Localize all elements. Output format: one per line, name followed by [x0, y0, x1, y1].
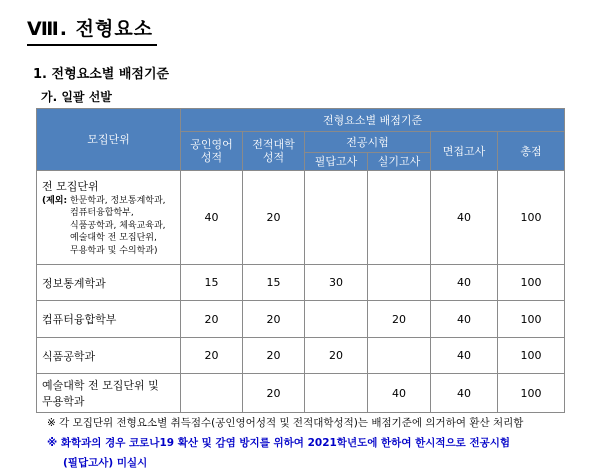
english-score	[181, 374, 243, 413]
records-score: 15	[243, 265, 305, 301]
unit-name-line1: 예술대학 전 모집단위 및	[42, 379, 159, 392]
written-score	[305, 374, 368, 413]
header-english-line2: 성적	[200, 151, 223, 164]
subsection-title: 1. 전형요소별 배점기준	[33, 67, 170, 82]
header-practical: 실기고사	[368, 153, 431, 171]
interview-score: 40	[431, 338, 498, 374]
section-title: Ⅷ. 전형요소	[27, 18, 154, 40]
unit-cell	[37, 374, 181, 413]
total-score: 100	[498, 265, 565, 301]
unit-name-line2: 무용학과	[42, 395, 85, 408]
table-row	[37, 374, 565, 413]
table-row	[37, 338, 565, 374]
unit-name: 컴퓨터융합학부	[37, 301, 181, 338]
exclusion-label: (제외:	[42, 195, 68, 206]
header-group: 전형요소별 배점기준	[181, 109, 565, 132]
total-score: 100	[498, 301, 565, 338]
written-score	[305, 171, 368, 265]
unit-name: 정보통계학과	[37, 265, 181, 301]
written-score: 20	[305, 338, 368, 374]
interview-score: 40	[431, 374, 498, 413]
header-records-line2: 성적	[262, 151, 285, 164]
exclusion-line: 무용학과 및 수의학과)	[70, 245, 158, 256]
records-score: 20	[243, 171, 305, 265]
practical-score	[368, 338, 431, 374]
records-score: 20	[243, 338, 305, 374]
practical-score: 20	[368, 301, 431, 338]
exclusion-line: 한문학과, 정보통계학과,	[69, 195, 166, 206]
note-conversion: ※ 각 모집단위 전형요소별 취득점수(공인영어성적 및 전적대학성적)는 배점기준에 의거하여 환산 처리함	[47, 417, 524, 429]
note-covid-continued: (필답고사) 미실시	[63, 457, 148, 469]
table-row	[37, 171, 565, 265]
english-score: 40	[181, 171, 243, 265]
header-english-line1: 공인영어	[190, 138, 233, 151]
interview-score: 40	[431, 265, 498, 301]
header-interview: 면접고사	[431, 132, 498, 171]
total-score: 100	[498, 171, 565, 265]
exclusion-line: 예술대학 전 모집단위,	[70, 233, 157, 244]
total-score: 100	[498, 338, 565, 374]
header-records	[243, 132, 305, 171]
practical-score: 40	[368, 374, 431, 413]
unit-cell	[37, 171, 181, 265]
unit-name: 전 모집단위	[42, 179, 99, 193]
header-row-1	[37, 109, 565, 132]
interview-score: 40	[431, 171, 498, 265]
english-score: 20	[181, 338, 243, 374]
table-row	[37, 301, 565, 338]
note-covid: ※ 화학과의 경우 코로나19 확산 및 감염 방지를 위하여 2021학년도에 한하여 한시적으로 전공시험	[47, 437, 511, 449]
practical-score	[368, 171, 431, 265]
exclusion-note	[42, 195, 180, 258]
exclusion-line: 식품공학과, 체육교육과,	[70, 220, 166, 231]
header-written: 필답고사	[305, 153, 368, 171]
unit-name: 식품공학과	[37, 338, 181, 374]
score-table	[36, 108, 565, 413]
section-title-underline	[27, 44, 157, 46]
records-score: 20	[243, 374, 305, 413]
header-major-exam: 전공시험	[305, 132, 431, 153]
header-records-line1: 전적대학	[252, 138, 295, 151]
records-score: 20	[243, 301, 305, 338]
total-score: 100	[498, 374, 565, 413]
exclusion-line: 컴퓨터융합학부,	[70, 208, 134, 219]
english-score: 20	[181, 301, 243, 338]
practical-score	[368, 265, 431, 301]
table-row	[37, 265, 565, 301]
header-english	[181, 132, 243, 171]
interview-score: 40	[431, 301, 498, 338]
header-unit: 모집단위	[37, 109, 181, 171]
english-score: 15	[181, 265, 243, 301]
header-total: 총점	[498, 132, 565, 171]
written-score: 30	[305, 265, 368, 301]
written-score	[305, 301, 368, 338]
subsubsection-title: 가. 일괄 선발	[41, 90, 112, 104]
